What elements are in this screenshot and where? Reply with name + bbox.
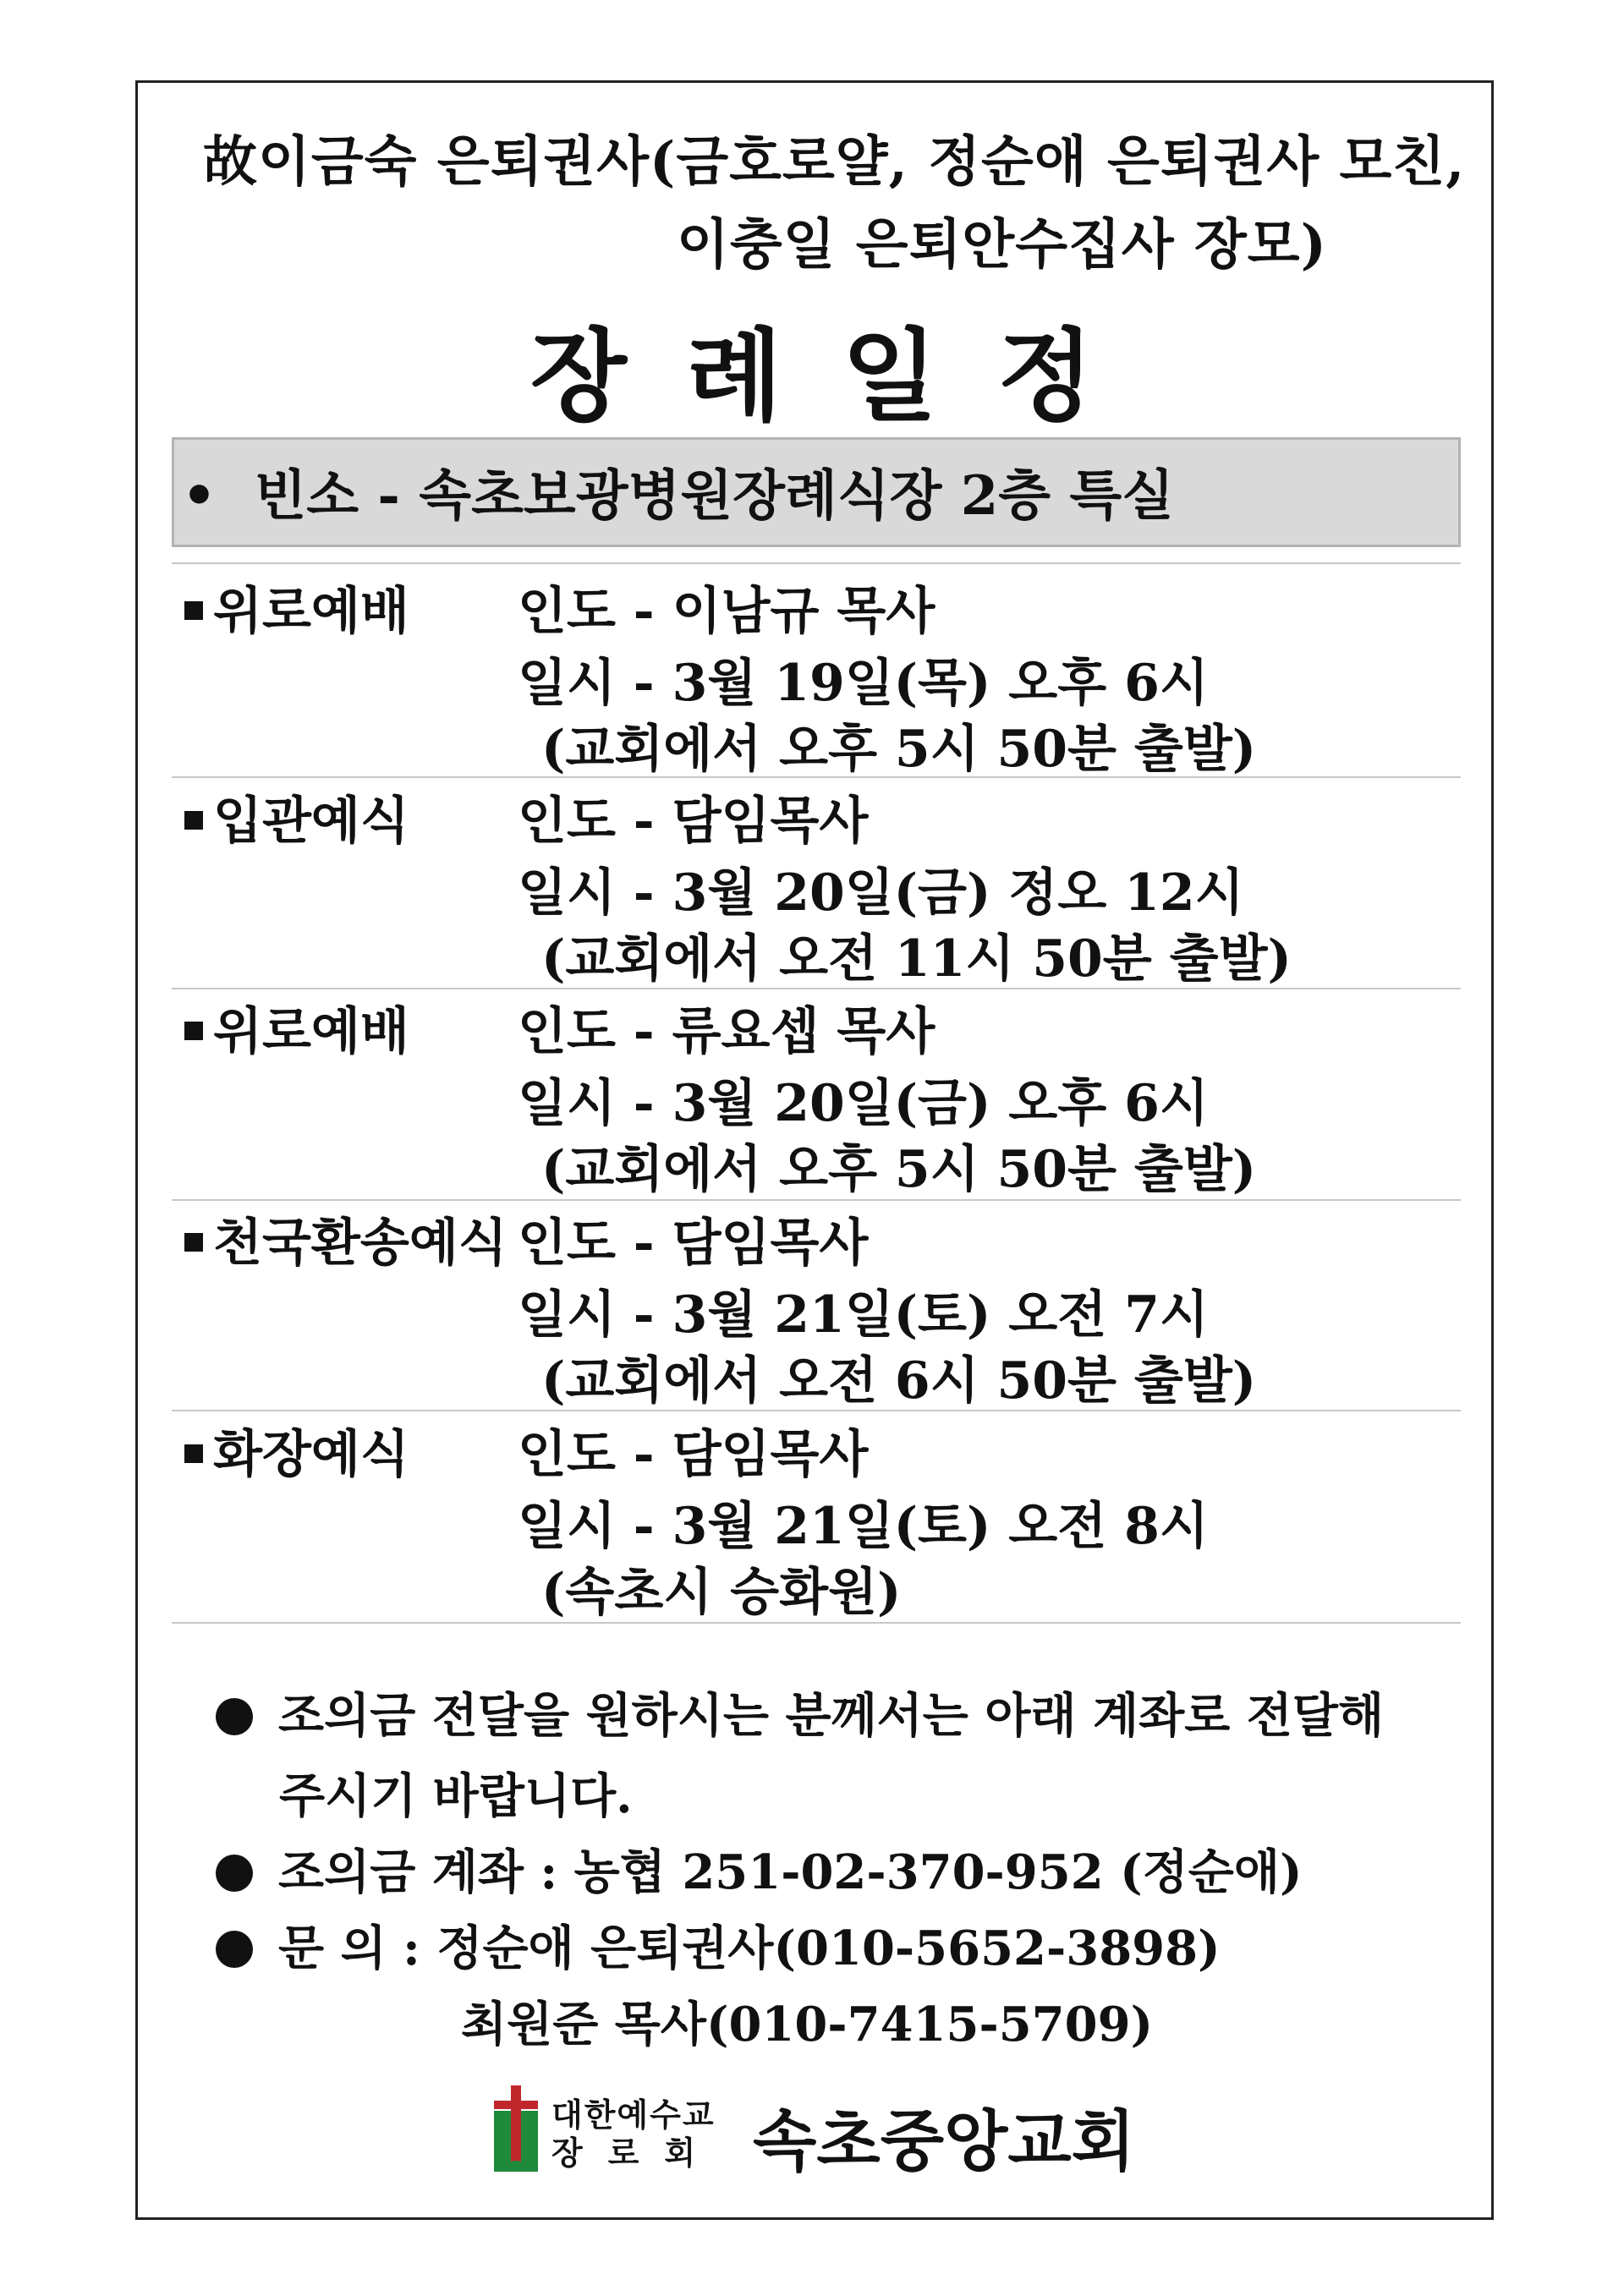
service-time: 일시 - 3월 21일(토) 오전 7시	[518, 1285, 1209, 1345]
service-label: 입관예식	[184, 781, 409, 853]
header-line-1: 故이금숙 은퇴권사(금호로얄, 정순애 은퇴권사 모친,	[203, 130, 1466, 194]
service-leader: 인도 - 류요셉 목사	[518, 1002, 935, 1061]
account-line: 조의금 계좌 : 농협 251-02-370-952 (정순애)	[216, 1835, 1302, 1903]
church-logo-icon	[491, 2082, 541, 2175]
service-time: 일시 - 3월 21일(토) 오전 8시	[518, 1497, 1209, 1556]
round-bullet-icon	[216, 1931, 253, 1968]
page-title: 장례일정	[530, 317, 1153, 435]
square-bullet-icon	[184, 601, 203, 620]
service-time: 일시 - 3월 20일(금) 오후 6시	[518, 1074, 1209, 1133]
denomination-line-1: 대한예수교	[551, 2096, 716, 2134]
service-leader: 인도 - 담임목사	[518, 1425, 869, 1484]
condolence-line: 조의금 전달을 원하시는 분께서는 아래 계좌로 전달해	[216, 1679, 1384, 1746]
service-note: (속초시 승화원)	[541, 1563, 902, 1622]
denomination-line-2: 장로회	[551, 2134, 721, 2172]
service-note: (교회에서 오전 11시 50분 출발)	[541, 929, 1292, 989]
service-note: (교회에서 오후 5시 50분 출발)	[541, 1140, 1257, 1199]
inquiry-line: 문 의 : 정순애 은퇴권사(010-5652-3898)	[216, 1911, 1221, 1979]
round-bullet-icon	[216, 1698, 253, 1735]
divider	[172, 776, 1461, 778]
location-bullet: •	[182, 464, 217, 528]
divider	[172, 1622, 1461, 1624]
service-time: 일시 - 3월 19일(목) 오후 6시	[518, 654, 1209, 713]
service-time: 일시 - 3월 20일(금) 정오 12시	[518, 863, 1244, 923]
divider	[172, 562, 1461, 564]
location-line	[182, 452, 1174, 530]
inquiry-line-cont: 최원준 목사(010-7415-5709)	[461, 1997, 1154, 2052]
service-leader: 인도 - 담임목사	[518, 792, 869, 851]
service-note: (교회에서 오후 5시 50분 출발)	[541, 720, 1257, 779]
service-label: 위로예배	[184, 571, 409, 644]
service-label: 위로예배	[184, 991, 409, 1064]
service-label: 천국환송예식	[184, 1203, 508, 1275]
divider	[172, 988, 1461, 989]
location-text: 빈소 - 속초보광병원장례식장 2층 특실	[254, 464, 1175, 528]
service-leader: 인도 - 이남규 목사	[518, 582, 935, 641]
service-note: (교회에서 오전 6시 50분 출발)	[541, 1351, 1257, 1411]
round-bullet-icon	[216, 1855, 253, 1892]
divider	[172, 1410, 1461, 1411]
service-leader: 인도 - 담임목사	[518, 1214, 869, 1273]
square-bullet-icon	[184, 1022, 203, 1040]
square-bullet-icon	[184, 1233, 203, 1252]
square-bullet-icon	[184, 811, 203, 830]
church-name: 속초중앙교회	[753, 2103, 1136, 2180]
header-line-2: 이충일 은퇴안수집사 장모)	[677, 213, 1327, 277]
square-bullet-icon	[184, 1444, 203, 1463]
divider	[172, 1199, 1461, 1201]
condolence-line-cont: 주시기 바랍니다.	[279, 1768, 633, 1824]
service-label: 화장예식	[184, 1414, 409, 1487]
